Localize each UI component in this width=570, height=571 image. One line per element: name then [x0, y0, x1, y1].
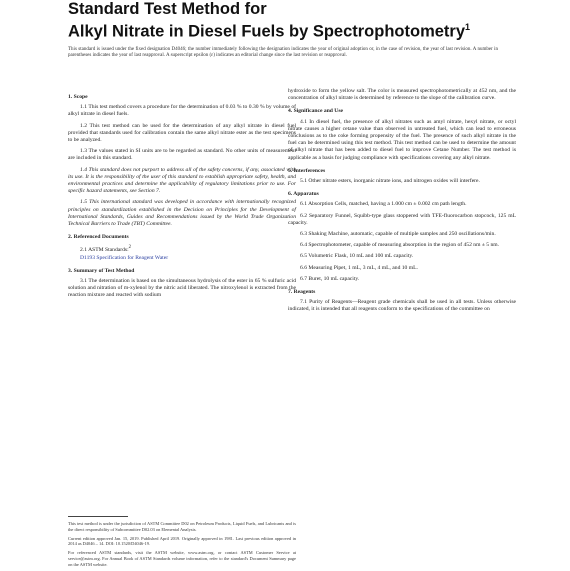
title-line-1: Standard Test Method for	[68, 0, 267, 18]
paragraph-1-2: 1.2 This test method can be used for the determination of any alkyl nitrate in diesel fuel provided that standards used for calibration contain the same alkyl nitrate ester as the test specimens to be analyzed.	[68, 122, 296, 144]
title-footnote-marker: 1	[465, 22, 471, 32]
title-line-2	[68, 18, 508, 41]
section-heading-scope: 1. Scope	[68, 94, 88, 100]
section-heading-referenced-documents: 2. Referenced Documents	[68, 234, 129, 241]
left-column	[68, 88, 296, 304]
paragraph-1-5: 1.5 This international standard was developed in accordance with internationally recognized principles on standardization established in the Decision on Principles for the Development of International Standards, Guides and Recommendations issued by the World Trade Organization Technical Barriers to Trade (TBT) Committee.	[68, 199, 296, 228]
document-header	[68, 0, 508, 60]
paragraph-6-7: 6.7 Buret, 10 mL capacity.	[300, 275, 360, 282]
astm-footnote-marker: 2	[128, 245, 131, 251]
footnote-1: This test method is under the jurisdiction of ASTM Committee D02 on Petroleum Products, Liquid Fuels, and Lubricants and is the direct responsibility of Subcommittee D02.03 on Elemental Analysis.	[68, 521, 296, 532]
paragraph-5-1: 5.1 Other nitrate esters, inorganic nitrate ions, and nitrogen oxides will interfere.	[300, 178, 480, 185]
astm-standards-text: 2.1 ASTM Standards:	[80, 247, 129, 254]
reference-link-d1193[interactable]: D1193 Specification for Reagent Water	[80, 254, 169, 261]
paragraph-6-4: 6.4 Spectrophotometer, capable of measuring absorption in the region of 452 nm ± 5 nm.	[300, 242, 500, 249]
paragraph-3-1: 3.1 The determination is based on the simultaneous hydrolysis of the ester in 65 % sulfuric acid solution and nitration of m-xylenol by the nitric acid liberated. The nitroxylenol is extracted from the reaction mixture and reacted with sodium	[68, 277, 296, 299]
section-heading-interferences: 5. Interferences	[288, 167, 326, 174]
paragraph-4-1: 4.1 In diesel fuel, the presence of alkyl nitrates such as amyl nitrate, hexyl nitrate, or octyl nitrate causes a higher cetane value than observed in untreated fuel, which can lead to erroneous conclusions as to the coke forming propensity of the fuel. The presence of such alkyl nitrate in the fuel can be determined using this test method. This test method can be used to determine the amount of alkyl nitrate that has been added to diesel fuel to improve Cetane Number. The test method is applicable as a basis for judging compliance with specifications covering any alkyl nitrate.	[288, 118, 516, 161]
paragraph-6-3: 6.3 Shaking Machine, automatic, capable of multiple samples and 250 oscillations/min.	[300, 231, 496, 238]
paragraph-6-2: 6.2 Separatory Funnel, Squibb-type glass stoppered with TFE-fluorocarbon stopcock, 125 mL capacity.	[288, 212, 516, 226]
section-heading-significance: 4. Significance and Use	[288, 108, 344, 115]
paragraph-1-3: 1.3 The values stated in SI units are to be regarded as standard. No other units of measurement are included in this standard.	[68, 148, 296, 162]
paragraph-6-5: 6.5 Volumetric Flask, 10 mL and 100 mL capacity.	[300, 253, 414, 260]
title-line-2-text: Alkyl Nitrate in Diesel Fuels by Spectrophotometry	[68, 22, 466, 41]
paragraph-3-1-continued: hydroxide to form the yellow salt. The color is measured spectrophotometrically at 452 nm, and the concentration of alkyl nitrate is determined by reference to the slope of the calibration curve.	[288, 88, 516, 102]
astm-standards-label	[80, 244, 296, 254]
footnote-2: For referenced ASTM standards, visit the ASTM website, www.astm.org, or contact ASTM Customer Service at service@astm.org. For Annual Book of ASTM Standards volume information, refer to the standard's Document Summary page on the ASTM website.	[68, 550, 296, 567]
standard-designation-note: This standard is issued under the fixed designation D4046; the number immediately following the designation indicates the year of original adoption or, in the case of revision, the year of last revision. A number in parentheses indicates the year of last reapproval. A superscript epsilon (ε) indicates an editorial change since the last revision or reapproval.	[68, 46, 498, 59]
footnotes	[68, 508, 296, 571]
footnote-1-edition: Current edition approved Jan. 15, 2019. Published April 2019. Originally approved in 1981. Last previous edition approved in 2014 as D4046 – 14. DOI: 10.1520/D4046-19.	[68, 535, 296, 547]
paragraph-7-1: 7.1 Purity of Reagents—Reagent grade chemicals shall be used in all tests. Unless otherwise indicated, it is intended that all reagents conform to the specifications of the committee on	[288, 299, 516, 313]
section-heading-apparatus: 6. Apparatus	[288, 191, 319, 198]
paragraph-6-1: 6.1 Absorption Cells, matched, having a 1.000 cm ± 0.002 cm path length.	[300, 201, 467, 208]
standard-title	[68, 0, 508, 41]
section-heading-reagents: 7. Reagents	[288, 289, 316, 296]
paragraph-1-4: 1.4 This standard does not purport to address all of the safety concerns, if any, associated with its use. It is the responsibility of the user of this standard to establish appropriate safety, health, and environmental practices and determine the applicability of regulatory limitations prior to use. For specific hazard statements, see Section 7.	[68, 166, 296, 195]
right-column	[288, 88, 516, 318]
paragraph-1-1: 1.1 This test method covers a procedure for the determination of 0.03 % to 0.30 % by volume of alkyl nitrate in diesel fuels.	[68, 104, 296, 118]
footnote-divider	[68, 516, 128, 517]
section-heading-summary: 3. Summary of Test Method	[68, 267, 135, 274]
paragraph-6-6: 6.6 Measuring Pipet, 1 mL, 3 mL, 4 mL, and 10 mL.	[300, 264, 418, 271]
